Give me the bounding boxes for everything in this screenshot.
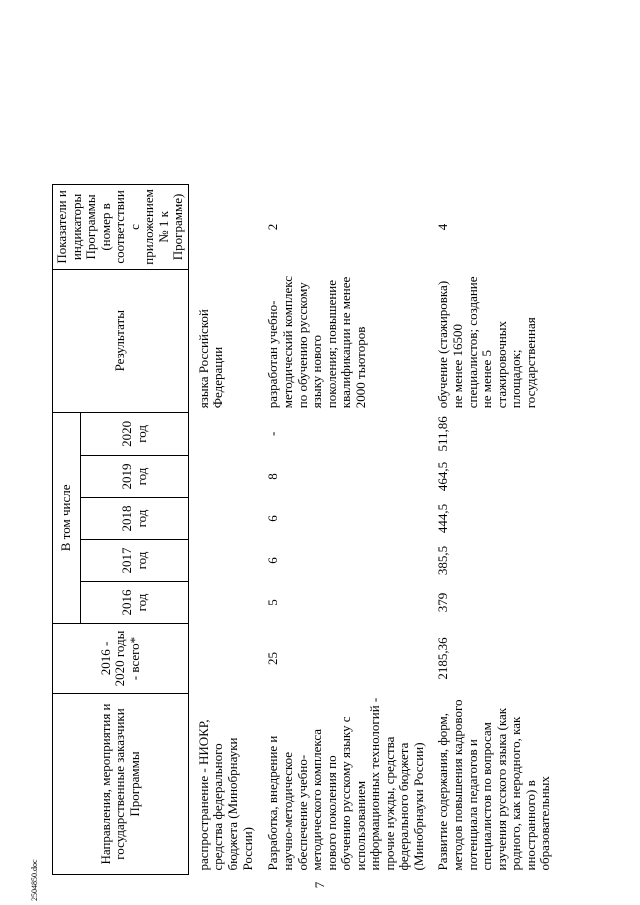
cell-results: языка Российской Федерации xyxy=(195,309,226,409)
header-direction: Направления, мероприятия и государственные заказчики Программы xyxy=(53,694,189,875)
cell-year: 5 xyxy=(265,599,281,606)
doc-id: 2504850.doc xyxy=(30,859,39,901)
header-indicators: Показатели и индикаторы Программы (номер в соответствии с приложением № 1 к Программе) xyxy=(53,185,189,270)
header-year: 2018 год xyxy=(81,498,189,540)
cell-direction: распространение - НИОКР, средства федерального бюджета (Минобрнауки России) xyxy=(195,719,255,871)
cell-year: 8 xyxy=(265,473,281,480)
program-table xyxy=(52,184,555,875)
cell-total: 25 xyxy=(265,652,281,665)
header-results: Результаты xyxy=(53,269,189,412)
table-row xyxy=(258,185,428,875)
cell-year: 6 xyxy=(265,515,281,522)
cell-year: 6 xyxy=(265,557,281,564)
cell-indicator xyxy=(188,185,258,270)
cell-indicator: 4 xyxy=(435,223,451,231)
cell-year xyxy=(188,540,258,582)
cell-year xyxy=(188,456,258,498)
header-total: 2016 - 2020 годы - всего* xyxy=(53,624,189,694)
header-year: 2019 год xyxy=(81,456,189,498)
table-row xyxy=(188,185,258,875)
cell-year xyxy=(188,582,258,624)
cell-results: обучение (стажировка) не менее 16500 специалистов; создание не менее 5 стажировочных площадок; государственная xyxy=(435,276,538,409)
cell-direction: Развитие содержания, форм, методов повышения кадрового потенциала педагогов и специалистов по вопросам изучения русского языка (как родного, как неродного, как иностранного) в образовательных xyxy=(435,699,553,871)
cell-year xyxy=(188,498,258,540)
cell-year: 379 xyxy=(435,592,451,613)
page-number: 7 xyxy=(312,881,327,889)
cell-year: 444,5 xyxy=(435,503,451,534)
cell-indicator: 2 xyxy=(265,223,281,231)
header-year: 2016 год xyxy=(81,582,189,624)
cell-total xyxy=(188,624,258,694)
header-including: В том числе xyxy=(53,412,81,623)
cell-total: 2185,36 xyxy=(435,637,451,680)
cell-year xyxy=(188,412,258,455)
cell-results: разработан учебно-методический комплекс по обучению русскому языку нового поколения; повышение квалификации не менее 2000 тьюторов xyxy=(265,276,368,409)
table-row xyxy=(428,185,554,875)
header-year: 2017 год xyxy=(81,540,189,582)
cell-direction: Разработка, внедрение и научно-методическое обеспечение учебно-методического комплекса нового поколения по обучению русскому языку с использованием информационных технологий - прочие нужды, средства федерального бюджета (Минобрнауки России) xyxy=(265,697,426,871)
cell-year: 511,86 xyxy=(435,416,451,452)
header-year: 2020 год xyxy=(81,412,189,455)
cell-year: 385,5 xyxy=(435,545,451,576)
cell-year: 464,5 xyxy=(435,461,451,492)
cell-year: - xyxy=(265,431,281,437)
